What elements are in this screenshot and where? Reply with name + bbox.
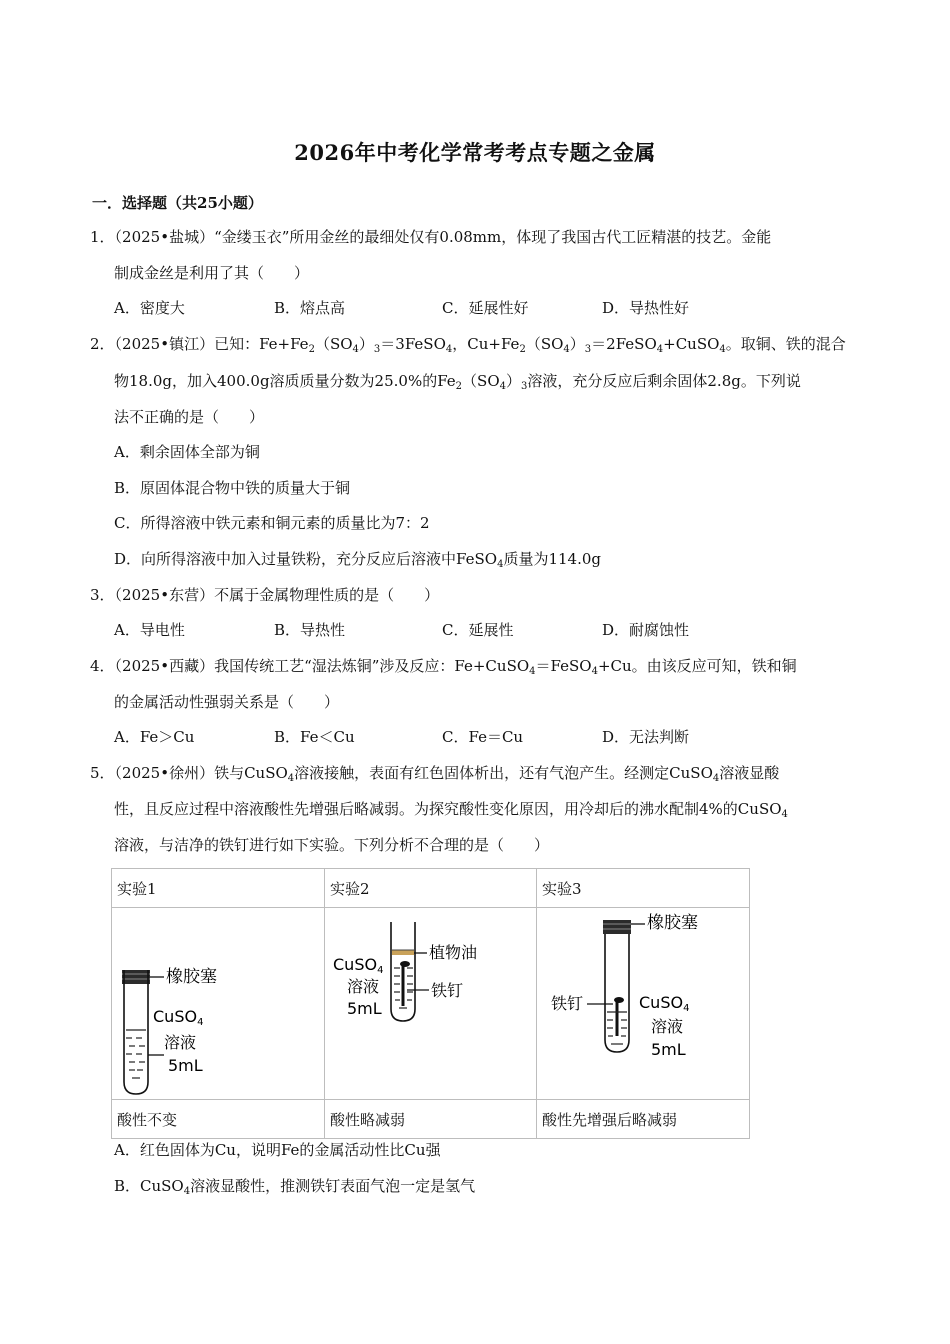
question-3-option-c: C．延展性: [442, 621, 514, 639]
question-3-option-b: B．导热性: [274, 621, 346, 639]
question-2-line-3: 法不正确的是（ ）: [114, 408, 265, 426]
label-solution: 溶液: [164, 1033, 197, 1052]
test-tube: [124, 970, 148, 1094]
experiment-table: [111, 868, 750, 1139]
solution-hatching: [126, 1030, 146, 1078]
result-experiment-3: 酸性先增强后略减弱: [537, 1100, 750, 1139]
question-1-option-b: B．熔点高: [274, 299, 346, 317]
header-experiment-2: 实验2: [325, 869, 537, 908]
question-1-option-c: C．延展性好: [442, 299, 529, 317]
oil-layer: [392, 950, 414, 955]
label-solution-formula: CuSO4: [153, 1007, 204, 1028]
question-1-option-a: A．密度大: [114, 299, 185, 317]
question-5-option-b: B．CuSO$_4$溶液显酸性，推测铁钉表面气泡一定是氢气: [114, 1177, 476, 1197]
question-4-line-1: 4．（2025•西藏）我国传统工艺“湿法炼铜”涉及反应：Fe+CuSO$_4$＝FeSO$_4$+Cu。由该反应可知，铁和铜: [90, 657, 797, 677]
question-2-option-c: C．所得溶液中铁元素和铜元素的质量比为7：2: [114, 514, 430, 532]
header-experiment-3: 实验3: [537, 869, 750, 908]
label-nail: 铁钉: [551, 994, 584, 1013]
label-stopper: 橡胶塞: [647, 913, 698, 933]
page-title: 2026年中考化学常考考点专题之金属: [294, 140, 656, 165]
rubber-stopper: [603, 920, 631, 934]
label-solution-formula: CuSO4: [333, 955, 384, 976]
table-result-row: [112, 1100, 750, 1139]
label-solution: 溶液: [651, 1017, 684, 1036]
test-tube-figure-2: [325, 908, 536, 1095]
label-solution: 溶液: [347, 977, 380, 996]
rubber-stopper: [122, 970, 150, 984]
label-stopper: 橡胶塞: [166, 967, 217, 987]
question-4-option-b: B．Fe＜Cu: [274, 728, 355, 746]
question-1-option-d: D．导热性好: [602, 299, 690, 317]
result-experiment-2: 酸性略减弱: [325, 1100, 537, 1139]
table-figure-row: [112, 908, 750, 1100]
result-experiment-1: 酸性不变: [112, 1100, 325, 1139]
question-4-line-2: 的金属活动性强弱关系是（ ）: [114, 693, 340, 711]
question-4-option-c: C．Fe＝Cu: [442, 728, 524, 746]
question-5-line-2: 性，且反应过程中溶液酸性先增强后略减弱。为探究酸性变化原因，用冷却后的沸水配制4%的CuSO$_4$: [114, 800, 788, 820]
question-3-option-d: D．耐腐蚀性: [602, 621, 690, 639]
question-5-line-1: 5．（2025•徐州）铁与CuSO$_4$溶液接触，表面有红色固体析出，还有气泡产生。经测定CuSO$_4$溶液显酸: [90, 764, 780, 784]
section-heading: 一．选择题（共25小题）: [92, 194, 263, 212]
question-2-line-2: 物18.0g，加入400.0g溶质质量分数为25.0%的$Fe_2(SO_4)_3$溶液，充分反应后剩余固体2.8g。下列说: [114, 372, 801, 392]
figure-cell-3: [537, 908, 750, 1100]
figure-cell-1: [112, 908, 325, 1100]
question-3-line-1: 3．（2025•东营）不属于金属物理性质的是（ ）: [90, 586, 440, 604]
figure-cell-2: [325, 908, 537, 1100]
test-tube-figure-3: [537, 908, 749, 1095]
question-5-line-3: 溶液，与洁净的铁钉进行如下实验。下列分析不合理的是（ ）: [114, 836, 550, 854]
label-nail: 铁钉: [431, 981, 464, 1000]
label-oil: 植物油: [429, 943, 478, 962]
question-1-line-2: 制成金丝是利用了其（ ）: [114, 264, 310, 282]
test-tube-figure-1: [112, 908, 324, 1095]
header-experiment-1: 实验1: [112, 869, 325, 908]
question-2-option-d: D．向所得溶液中加入过量铁粉，充分反应后溶液中FeSO$_4$质量为114.0g: [114, 550, 601, 570]
question-4-option-d: D．无法判断: [602, 728, 690, 746]
label-volume: 5mL: [347, 999, 382, 1018]
label-solution-formula: CuSO4: [639, 993, 690, 1014]
label-volume: 5mL: [168, 1056, 203, 1075]
question-5-option-a: A．红色固体为Cu，说明Fe的金属活动性比Cu强: [114, 1141, 441, 1159]
question-1-line-1: 1．（2025•盐城）“金缕玉衣”所用金丝的最细处仅有0.08mm，体现了我国古代工匠精湛的技艺。金能: [90, 228, 772, 246]
question-2-line-1: 2．（2025•镇江）已知：$Fe+Fe_2(SO_4)_3=3FeSO_4$，$Cu+Fe_2(SO_4)_3=2FeSO_4+CuSO_4$。取铜、铁的混合: [90, 335, 846, 355]
question-4-option-a: A．Fe＞Cu: [114, 728, 195, 746]
question-2-option-a: A．剩余固体全部为铜: [114, 443, 260, 461]
label-volume: 5mL: [651, 1040, 686, 1059]
table-header-row: [112, 869, 750, 908]
question-2-option-b: B．原固体混合物中铁的质量大于铜: [114, 479, 351, 497]
question-3-option-a: A．导电性: [114, 621, 185, 639]
